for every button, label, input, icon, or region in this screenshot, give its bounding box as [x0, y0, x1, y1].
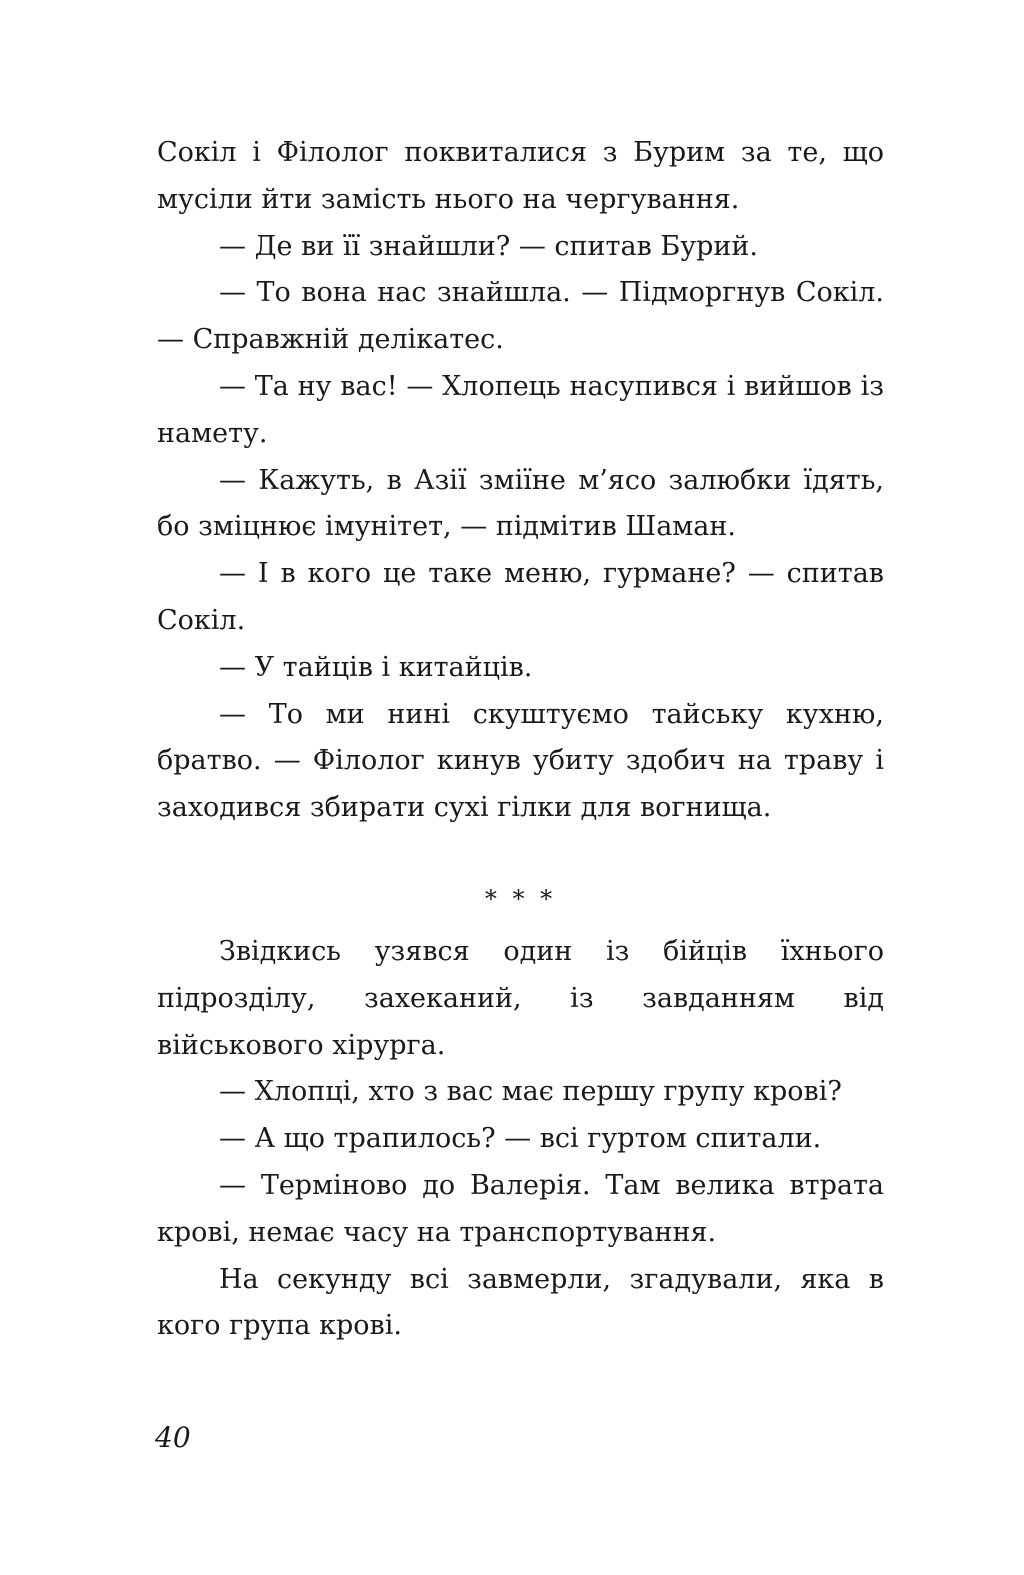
dialogue-line: — Та ну вас! — Хлопець насупився і вийшов із намету.	[157, 370, 884, 449]
dialogue-line: — А що трапилось? — всі гуртом спитали.	[219, 1123, 822, 1155]
paragraph: Сокіл і Філолог поквиталися з Бурим за те, що мусіли йти замість нього на чергування.	[157, 137, 884, 215]
dialogue-line: — То ми нині скуштуємо тайську кухню, братво. — Філолог кинув убиту здобич на траву і заходився збирати сухі гілки для вогнища.	[157, 698, 884, 824]
text-block-lower	[157, 929, 884, 1350]
scene-break: * * *	[484, 885, 557, 913]
dialogue-line: — Хлопці, хто з вас має першу групу крові?	[219, 1076, 842, 1108]
dialogue-line: — Терміново до Валерія. Там велика втрата крові, немає часу на транспортування.	[157, 1169, 884, 1248]
paragraph: Звідкись узявся один із бійців їхнього підрозділу, захеканий, із завданням від військового хірурга.	[157, 936, 884, 1061]
dialogue-line: — Кажуть, в Азії зміїне м’ясо залюбки їдять, бо зміцнює імунітет, — підмітив Шаман.	[157, 464, 884, 543]
dialogue-line: — Де ви її знайшли? — спитав Бурий.	[219, 230, 758, 262]
dialogue-line: — У тайців і китайців.	[219, 651, 533, 683]
paragraph: На секунду всі завмерли, згадували, яка в кого група крові.	[157, 1263, 884, 1342]
text-block-upper	[157, 130, 884, 832]
page-number: 40	[155, 1421, 191, 1454]
dialogue-line: — І в кого це таке меню, гурмане? — спитав Сокіл.	[157, 558, 884, 636]
dialogue-line: — То вона нас знайшла. — Підморгнув Сокіл. — Справжній делікатес.	[157, 277, 884, 356]
